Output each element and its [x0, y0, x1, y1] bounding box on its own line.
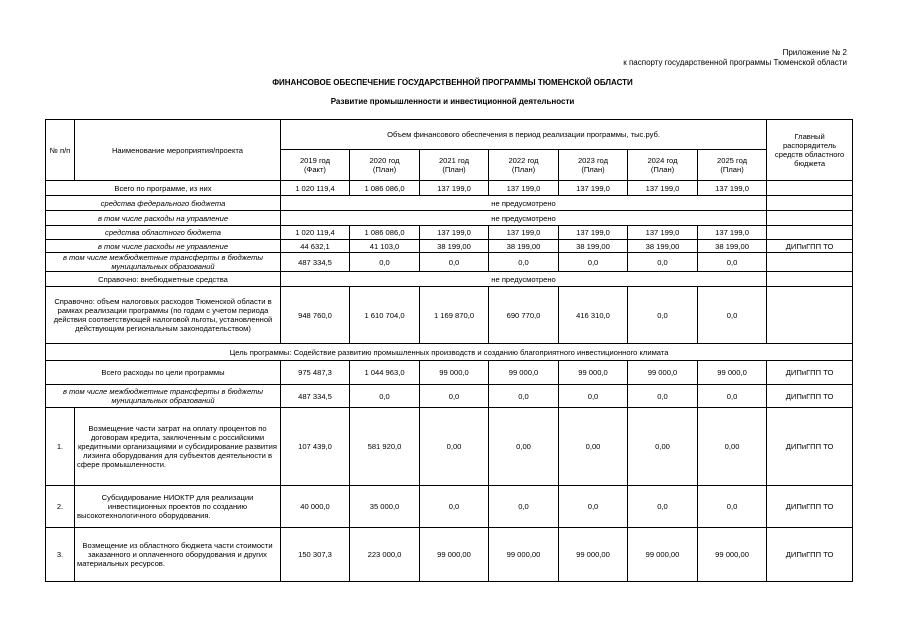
col-num-header: № п/п: [46, 120, 75, 181]
value-cell: 99 000,00: [698, 528, 767, 582]
admin-cell: ДИПиГПП ТО: [767, 408, 853, 486]
value-cell: 948 760,0: [281, 287, 350, 344]
value-cell: 0,0: [420, 385, 489, 408]
value-cell: 0,0: [628, 287, 698, 344]
financing-table: [45, 119, 853, 582]
value-cell: 0,00: [698, 408, 767, 486]
not-provided-cell: не предусмотрено: [281, 196, 767, 211]
table-row: [46, 287, 853, 344]
admin-cell: [767, 181, 853, 196]
value-cell: 416 310,0: [559, 287, 628, 344]
value-cell: 137 199,0: [420, 226, 489, 240]
year-header: 2020 год (План): [350, 150, 420, 181]
value-cell: 0,0: [628, 253, 698, 272]
value-cell: 38 199,00: [489, 240, 559, 253]
value-cell: 38 199,00: [559, 240, 628, 253]
value-cell: 137 199,0: [489, 226, 559, 240]
value-cell: 137 199,0: [628, 226, 698, 240]
goal-label: Цель программы: Содействие развитию промышленных производств и созданию благоприятного инвестиционного климата: [46, 344, 853, 361]
admin-cell: ДИПиГПП ТО: [767, 385, 853, 408]
admin-cell: [767, 226, 853, 240]
document-title: ФИНАНСОВОЕ ОБЕСПЕЧЕНИЕ ГОСУДАРСТВЕННОЙ ПРОГРАММЫ ТЮМЕНСКОЙ ОБЛАСТИ: [272, 78, 633, 87]
value-cell: 0,0: [420, 486, 489, 528]
not-provided-cell: не предусмотрено: [281, 272, 767, 287]
value-cell: 99 000,00: [559, 528, 628, 582]
admin-cell: [767, 196, 853, 211]
admin-cell: [767, 211, 853, 226]
value-cell: 40 000,0: [281, 486, 350, 528]
col-admin-header: Главный распорядитель средств областного бюджета: [767, 120, 853, 181]
table-row: [46, 528, 853, 582]
value-cell: 0,0: [489, 385, 559, 408]
value-cell: 137 199,0: [698, 181, 767, 196]
table-row: [46, 361, 853, 385]
value-cell: 99 000,0: [559, 361, 628, 385]
value-cell: 38 199,00: [698, 240, 767, 253]
value-cell: 487 334,5: [281, 253, 350, 272]
table-row: [46, 272, 853, 287]
header-row: [46, 120, 853, 150]
year-header: 2023 год (План): [559, 150, 628, 181]
value-cell: 137 199,0: [698, 226, 767, 240]
admin-cell: ДИПиГПП ТО: [767, 486, 853, 528]
value-cell: 690 770,0: [489, 287, 559, 344]
value-cell: 0,0: [559, 486, 628, 528]
value-cell: 1 020 119,4: [281, 181, 350, 196]
value-cell: 137 199,0: [559, 226, 628, 240]
col-volume-header: Объем финансового обеспечения в период реализации программы, тыс.руб.: [281, 120, 767, 150]
value-cell: 223 000,0: [350, 528, 420, 582]
value-cell: 0,0: [698, 385, 767, 408]
value-cell: 0,00: [489, 408, 559, 486]
admin-cell: ДИПиГПП ТО: [767, 361, 853, 385]
year-header: 2022 год (План): [489, 150, 559, 181]
value-cell: 1 086 086,0: [350, 226, 420, 240]
value-cell: 0,0: [559, 253, 628, 272]
appendix-label: Приложение № 2: [782, 48, 847, 57]
value-cell: 0,0: [489, 486, 559, 528]
value-cell: 137 199,0: [628, 181, 698, 196]
value-cell: 0,0: [559, 385, 628, 408]
row-number: 2.: [46, 486, 75, 528]
admin-cell: [767, 253, 853, 272]
value-cell: 0,0: [420, 253, 489, 272]
value-cell: 35 000,0: [350, 486, 420, 528]
value-cell: 487 334,5: [281, 385, 350, 408]
year-header: 2024 год (План): [628, 150, 698, 181]
table-row: [46, 211, 853, 226]
value-cell: 38 199,00: [628, 240, 698, 253]
value-cell: 0,0: [698, 253, 767, 272]
value-cell: 1 086 086,0: [350, 181, 420, 196]
admin-cell: ДИПиГПП ТО: [767, 240, 853, 253]
year-header: 2019 год (Факт): [281, 150, 350, 181]
row-number: 1.: [46, 408, 75, 486]
value-cell: 38 199,00: [420, 240, 489, 253]
table-row: [46, 385, 853, 408]
value-cell: 150 307,3: [281, 528, 350, 582]
not-provided-cell: не предусмотрено: [281, 211, 767, 226]
table-row: [46, 181, 853, 196]
table-row: [46, 226, 853, 240]
admin-cell: [767, 272, 853, 287]
document-subtitle: Развитие промышленности и инвестиционной деятельности: [330, 97, 575, 106]
value-cell: 137 199,0: [420, 181, 489, 196]
year-header: 2025 год (План): [698, 150, 767, 181]
value-cell: 975 487,3: [281, 361, 350, 385]
row-label: в том числе расходы на управление: [46, 211, 281, 226]
value-cell: 0,0: [489, 253, 559, 272]
table-row: [46, 196, 853, 211]
appendix-note: к паспорту государственной программы Тюменской области: [623, 58, 847, 67]
value-cell: 1 169 870,0: [420, 287, 489, 344]
value-cell: 0,0: [698, 287, 767, 344]
value-cell: 99 000,00: [628, 528, 698, 582]
value-cell: 0,0: [350, 253, 420, 272]
row-label: в том числе межбюджетные трансферты в бюджеты муниципальных образований: [46, 253, 281, 272]
col-name-header: Наименование мероприятия/проекта: [75, 120, 281, 181]
value-cell: 0,0: [628, 486, 698, 528]
value-cell: 0,00: [420, 408, 489, 486]
goal-row: [46, 344, 853, 361]
row-label: в том числе расходы не управление: [46, 240, 281, 253]
value-cell: 0,00: [628, 408, 698, 486]
row-label: Всего по программе, из них: [46, 181, 281, 196]
value-cell: 0,0: [698, 486, 767, 528]
value-cell: 99 000,0: [698, 361, 767, 385]
table-row: [46, 486, 853, 528]
year-header: 2021 год (План): [420, 150, 489, 181]
value-cell: 99 000,00: [420, 528, 489, 582]
value-cell: 137 199,0: [489, 181, 559, 196]
admin-cell: ДИПиГПП ТО: [767, 528, 853, 582]
value-cell: 1 044 963,0: [350, 361, 420, 385]
row-label: средства областного бюджета: [46, 226, 281, 240]
row-label: Справочно: объем налоговых расходов Тюменской области в рамках реализации программы (по годам с учетом периода действия соответствующей налоговой льготы, установленной действующим региональным законодательством): [46, 287, 281, 344]
item-name: Субсидирование НИОКТР для реализации инвестиционных проектов по созданию высокотехнологичного оборудования.: [75, 486, 281, 528]
row-label: Всего расходы по цели программы: [46, 361, 281, 385]
row-label: средства федерального бюджета: [46, 196, 281, 211]
value-cell: 99 000,0: [420, 361, 489, 385]
value-cell: 99 000,0: [489, 361, 559, 385]
item-name: Возмещение части затрат на оплату процентов по договорам кредита, заключенным с российскими кредитными организациями и субсидирование развития лизинга оборудования для субъектов деятельности в сфере промышленности.: [75, 408, 281, 486]
row-label: Справочно: внебюджетные средства: [46, 272, 281, 287]
value-cell: 99 000,00: [489, 528, 559, 582]
row-label: в том числе межбюджетные трансферты в бюджеты муниципальных образований: [46, 385, 281, 408]
value-cell: 137 199,0: [559, 181, 628, 196]
admin-cell: [767, 287, 853, 344]
value-cell: 1 020 119,4: [281, 226, 350, 240]
value-cell: 581 920,0: [350, 408, 420, 486]
value-cell: 44 632,1: [281, 240, 350, 253]
row-number: 3.: [46, 528, 75, 582]
value-cell: 0,00: [559, 408, 628, 486]
value-cell: 99 000,0: [628, 361, 698, 385]
table-row: [46, 408, 853, 486]
value-cell: 107 439,0: [281, 408, 350, 486]
item-name: Возмещение из областного бюджета части стоимости заказанного и оплаченного оборудования и других материальных ресурсов.: [75, 528, 281, 582]
table-row: [46, 240, 853, 253]
value-cell: 1 610 704,0: [350, 287, 420, 344]
table-row: [46, 253, 853, 272]
value-cell: 0,0: [628, 385, 698, 408]
value-cell: 41 103,0: [350, 240, 420, 253]
value-cell: 0,0: [350, 385, 420, 408]
